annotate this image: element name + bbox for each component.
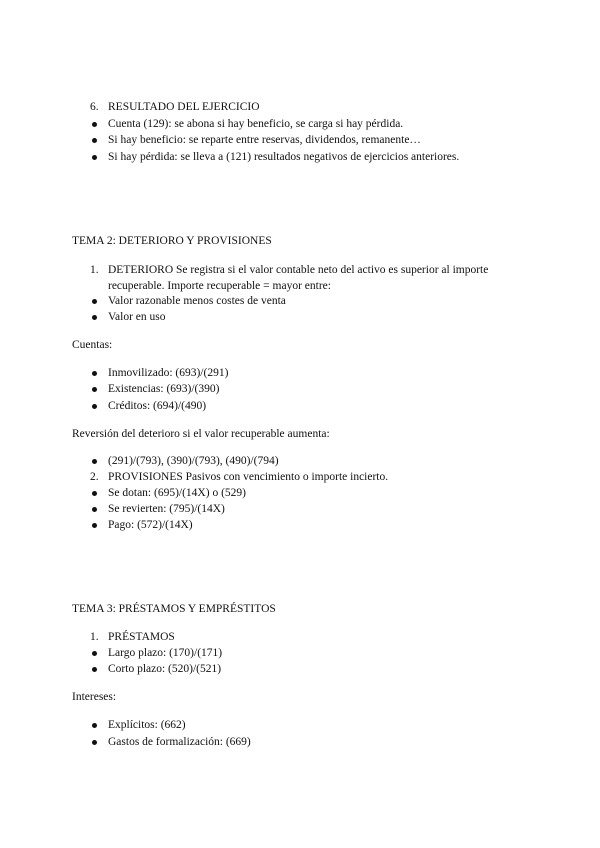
list-item-text: PRÉSTAMOS xyxy=(108,631,175,643)
list-item-text: (291)/(793), (390)/(793), (490)/(794) xyxy=(108,455,279,467)
bullet-icon xyxy=(92,651,97,656)
reversion-label: Reversión del deterioro si el valor recuperable aumenta: xyxy=(72,428,330,440)
bullet-icon xyxy=(92,491,97,496)
list-item-text: Si hay pérdida: se lleva a (121) resultados negativos de ejercicios anteriores. xyxy=(108,151,460,163)
bullet-icon xyxy=(92,371,97,376)
list-item-text: Créditos: (694)/(490) xyxy=(108,400,207,412)
bullet-icon xyxy=(92,138,97,143)
list-item-text: Se revierten: (795)/(14X) xyxy=(108,503,225,515)
bullet-icon xyxy=(92,387,97,392)
list-item-text: Largo plazo: (170)/(171) xyxy=(108,647,223,659)
bullet-icon xyxy=(92,315,97,320)
bullet-icon xyxy=(92,723,97,728)
list-item-text: RESULTADO DEL EJERCICIO xyxy=(108,101,260,113)
bullet-icon xyxy=(92,404,97,409)
bullet-icon xyxy=(92,523,97,528)
list-item-text: Inmovilizado: (693)/(291) xyxy=(108,367,229,379)
list-number: 2. xyxy=(90,471,99,483)
list-item-text: Valor razonable menos costes de venta xyxy=(108,295,286,307)
list-item-text: Se dotan: (695)/(14X) o (529) xyxy=(108,487,246,499)
intereses-label: Intereses: xyxy=(72,691,117,703)
list-item-text: Gastos de formalización: (669) xyxy=(108,736,251,748)
bullet-icon xyxy=(92,155,97,160)
list-item-text: Si hay beneficio: se reparte entre reservas, dividendos, remanente… xyxy=(108,134,421,146)
section-heading-tema-3: TEMA 3: PRÉSTAMOS Y EMPRÉSTITOS xyxy=(72,603,276,615)
bullet-icon xyxy=(92,507,97,512)
bullet-icon xyxy=(92,299,97,304)
list-number: 1. xyxy=(90,264,99,276)
list-number: 1. xyxy=(90,631,99,643)
list-item-text: Corto plazo: (520)/(521) xyxy=(108,663,222,675)
list-item-text: Pago: (572)/(14X) xyxy=(108,519,193,531)
list-item-text: recuperable. Importe recuperable = mayor entre: xyxy=(108,280,331,292)
list-item-text: PROVISIONES Pasivos con vencimiento o importe incierto. xyxy=(108,471,389,483)
bullet-icon xyxy=(92,122,97,127)
bullet-icon xyxy=(92,459,97,464)
list-item-text: Cuenta (129): se abona si hay beneficio, se carga si hay pérdida. xyxy=(108,118,404,130)
list-item-text: DETERIORO Se registra si el valor contable neto del activo es superior al importe xyxy=(108,264,489,276)
section-heading-tema-2: TEMA 2: DETERIORO Y PROVISIONES xyxy=(72,235,272,247)
cuentas-label: Cuentas: xyxy=(72,339,113,351)
bullet-icon xyxy=(92,667,97,672)
list-number: 6. xyxy=(90,101,99,113)
list-item-text: Explícitos: (662) xyxy=(108,719,186,731)
list-item-text: Valor en uso xyxy=(108,311,166,323)
list-item-text: Existencias: (693)/(390) xyxy=(108,383,220,395)
bullet-icon xyxy=(92,740,97,745)
